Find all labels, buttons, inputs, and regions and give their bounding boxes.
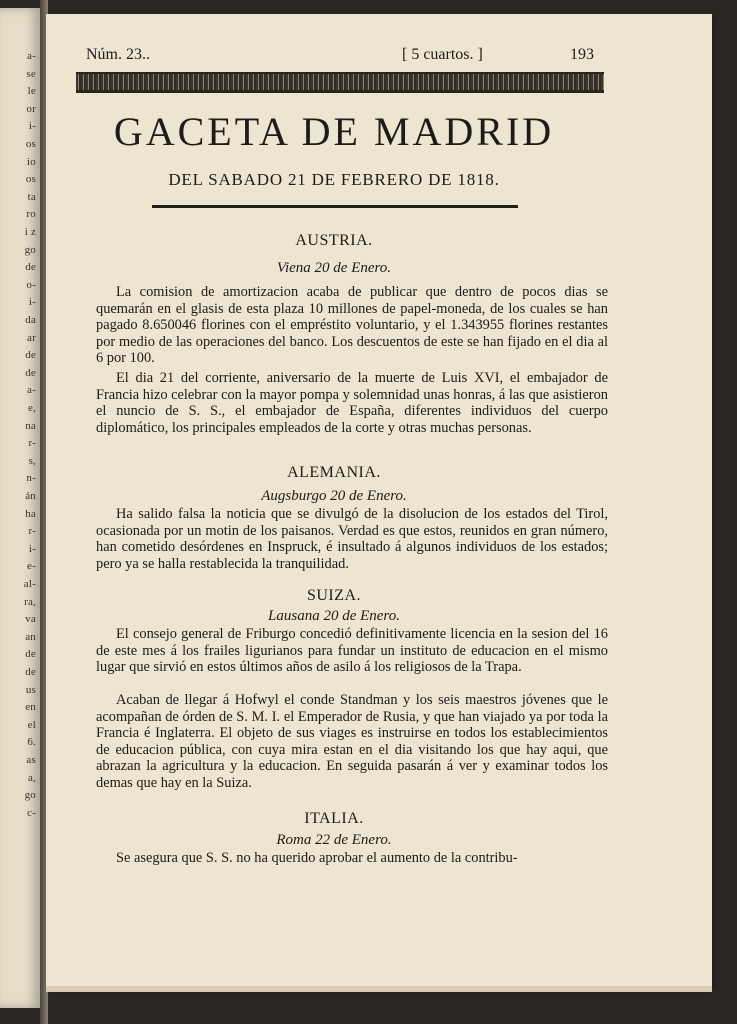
- article-alemania-p1: Ha salido falsa la noticia que se divulgó de la disolucion de los estados del Tirol, ocasionada por un motin de los paisanos. Verdad es que estos, reunidos en gran número, han cometido desórdenes en Inspruck, é insultado á algunos individuos de los estados; pero ya se halla restablecida la tranquilidad.: [96, 506, 608, 572]
- facing-page-text-fragment: ro: [26, 208, 36, 221]
- article-austria-p2: El dia 21 del corriente, aniversario de la muerte de Luis XVI, el embajador de Francia hizo celebrar con la mayor pompa y solemnidad unas honras, á las que asistieron el nuncio de S. S., el embajador de España, diferentes individuos del cuerpo diplomático, los principales empleados de la corte y otras muchas personas.: [96, 370, 608, 436]
- facing-page-text-fragment: án: [25, 490, 36, 502]
- facing-page-text-fragment: de: [25, 366, 36, 379]
- facing-page-text-fragment: r-: [28, 437, 36, 450]
- facing-page-text-fragment: a,: [27, 771, 36, 784]
- facing-page-text-fragment: io: [27, 155, 36, 168]
- article-suiza-p2: Acaban de llegar á Hofwyl el conde Standman y los seis maestros jóvenes que le acompañan de órden de S. M. I. el Emperador de Rusia, y que han viajado ya por toda la Francia é Inglaterra. El objeto de sus viages es instruirse en todos los establecimientos de educacion pública, con cuya mira estan en el dia visitando los que hay aqui, que abrazan la agricultura y la educacion. En seguida pasarán á ver y examinar todos los demas que hay en la Suiza.: [96, 692, 608, 791]
- facing-page-text-fragment: s,: [28, 454, 36, 467]
- facing-page-text-fragment: o-: [26, 278, 36, 291]
- facing-page-text-fragment: na: [25, 419, 36, 432]
- facing-page-text-fragment: en: [25, 701, 36, 714]
- facing-page-text-fragment: i-: [28, 542, 36, 555]
- page-bottom-edge: [46, 986, 712, 992]
- dateline-austria: Viena 20 de Enero.: [276, 260, 392, 276]
- facing-page-text-fragment: ra,: [24, 595, 36, 608]
- newspaper-page: [46, 14, 712, 988]
- dateline-alemania: Augsburgo 20 de Enero.: [261, 488, 407, 504]
- facing-page-text-fragment: os: [25, 173, 36, 186]
- facing-page-text-fragment: de: [25, 349, 36, 362]
- facing-page-text-fragment: ta: [27, 190, 36, 203]
- article-italia-p1: Se asegura que S. S. no ha querido aprobar el aumento de la contribu-: [116, 850, 518, 866]
- facing-page-text-fragment: 6.: [27, 736, 36, 749]
- facing-page-text-fragment: r-: [28, 525, 36, 538]
- article-suiza-p1: El consejo general de Friburgo concedió definitivamente licencia en la sesion del 16 de este mes á los frailes ligurianos para fundar un instituto de educacion en el mismo lugar que sirvió en estos últimos años de asilo á los religiosos de la Trapa.: [96, 626, 608, 676]
- header-ornamental-rule: [76, 72, 604, 93]
- section-heading-italia: ITALIA.: [304, 810, 364, 827]
- facing-page-text-fragment: go: [24, 243, 36, 256]
- masthead-dateline: DEL SABADO 21 DE FEBRERO DE 1818.: [168, 170, 500, 189]
- facing-page-text-fragment: el: [27, 718, 36, 731]
- section-heading-suiza: SUIZA.: [306, 587, 362, 604]
- page-number: 193: [570, 46, 594, 63]
- facing-page-text-fragment: an: [25, 630, 36, 643]
- facing-page-text-fragment: ha: [25, 507, 36, 520]
- facing-page-text-fragment: us: [25, 683, 36, 696]
- facing-page-text-fragment: a-: [27, 384, 36, 397]
- facing-page-text-fragment: de: [25, 666, 36, 678]
- section-heading-alemania: ALEMANIA.: [287, 464, 381, 481]
- facing-page-text-fragment: i-: [28, 296, 36, 309]
- facing-page-text-fragment: de: [25, 261, 36, 274]
- facing-page-text-fragment: le: [27, 85, 36, 98]
- masthead-title: GACETA DE MADRID: [113, 109, 555, 154]
- facing-page-text-fragment: e-: [27, 560, 36, 573]
- facing-page-text-fragment: n-: [26, 472, 36, 485]
- facing-page-text-fragment: as: [26, 754, 36, 766]
- article-austria-p1: La comision de amortizacion acaba de publicar que dentro de pocos dias se quemarán en el glasis de esta plaza 10 millones de papel-moneda, de los cuales se han pagado 8.650046 florines con el empréstito voluntario, y el 1.343955 florines restantes por medio de las operaciones del banco. Los descuentos de este se han fijado en el dia al 6 por 100.: [96, 284, 608, 367]
- dateline-italia: Roma 22 de Enero.: [276, 832, 392, 848]
- facing-page-edge: [0, 8, 40, 1008]
- facing-page-text-fragment: go: [24, 789, 36, 802]
- facing-page-text-fragment: ar: [27, 331, 36, 344]
- facing-page-text-fragment: os: [25, 138, 36, 150]
- facing-page-text-fragment: de: [25, 648, 36, 661]
- facing-page-text-fragment: i-: [28, 120, 36, 133]
- issue-number: Núm. 23..: [86, 46, 150, 63]
- dateline-suiza: Lausana 20 de Enero.: [268, 608, 400, 624]
- title-rule: [152, 205, 518, 208]
- facing-page-text-fragment: se: [26, 67, 36, 80]
- facing-page-text-fragment: al-: [23, 578, 36, 590]
- facing-page-text-fragment: or: [26, 102, 36, 115]
- facing-page-text-fragment: a-: [27, 50, 36, 62]
- facing-page-text-fragment: va: [25, 613, 36, 626]
- facing-page-text-fragment: c-: [27, 806, 36, 819]
- facing-page-text-fragment: da: [25, 314, 36, 326]
- issue-price: [ 5 cuartos. ]: [402, 46, 483, 63]
- facing-page-text-fragment: i z: [24, 226, 36, 238]
- section-heading-austria: AUSTRIA.: [295, 232, 373, 249]
- facing-page-text-fragment: e,: [27, 402, 36, 414]
